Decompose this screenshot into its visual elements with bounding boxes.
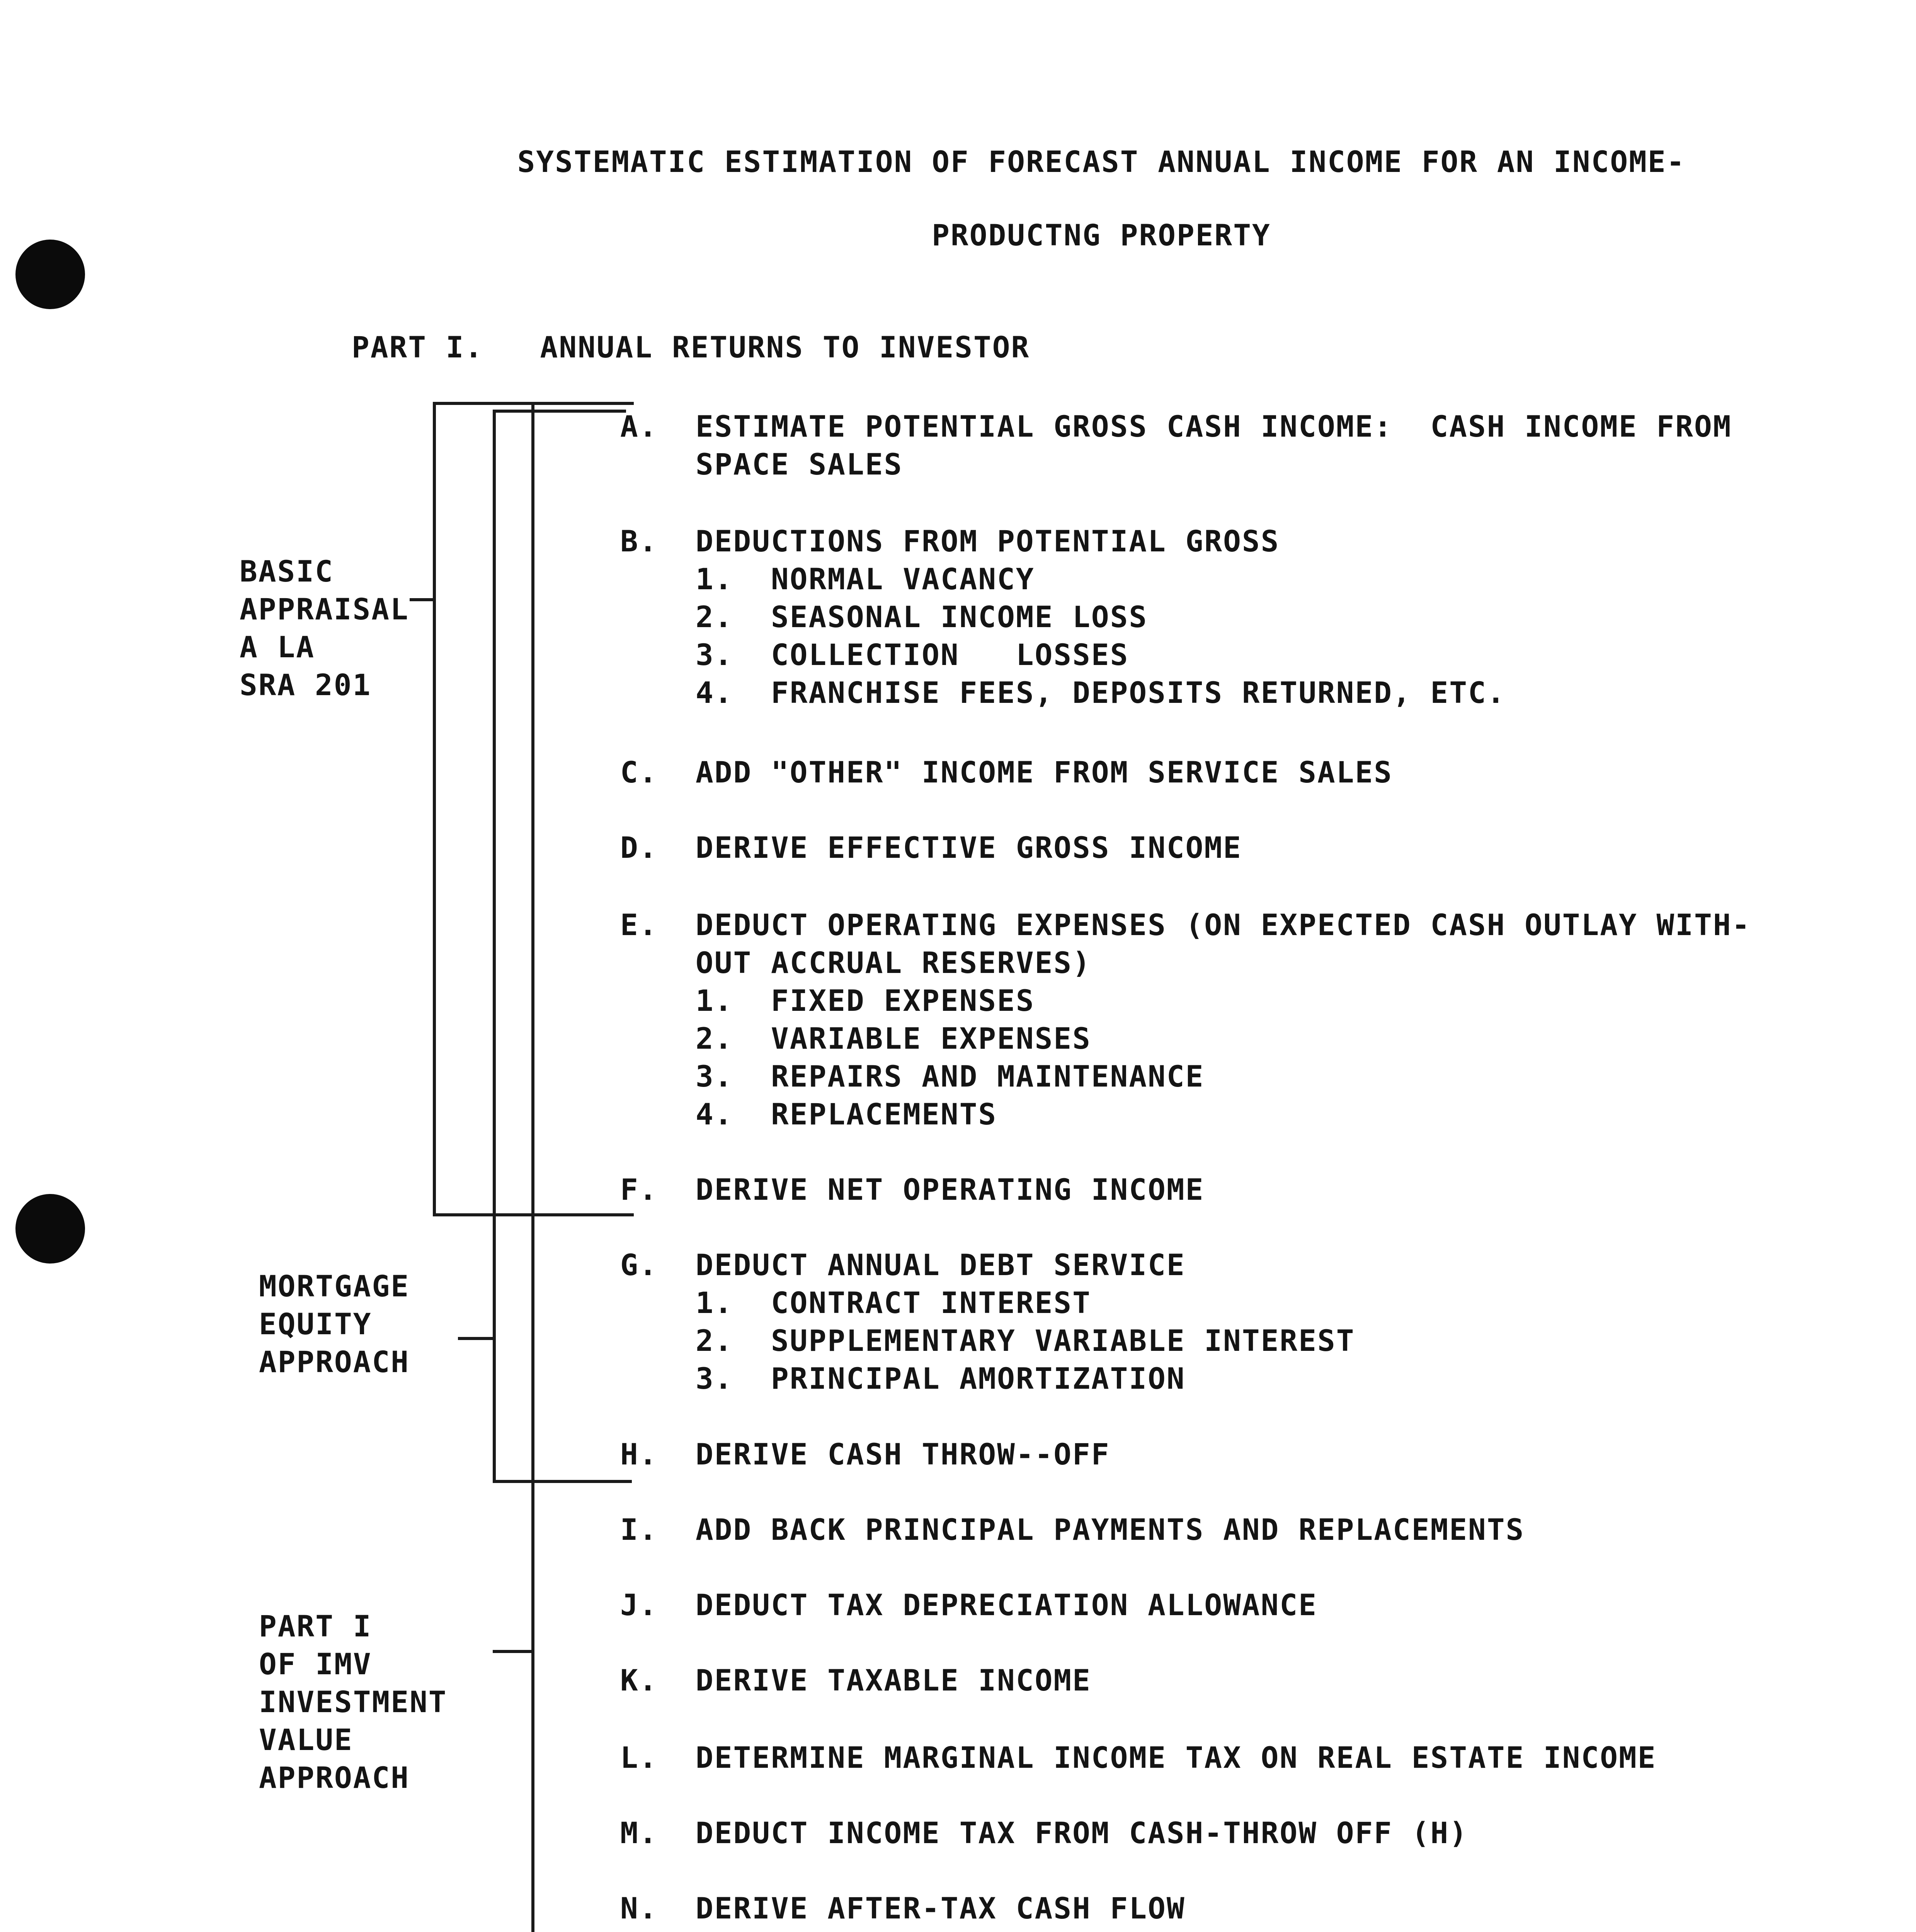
bracket-label-line: APPROACH	[259, 1760, 410, 1795]
step-line: 1. FIXED EXPENSES	[696, 983, 1035, 1018]
step-letter: C.	[620, 755, 658, 789]
bracket-label-line: APPRAISAL	[240, 592, 409, 626]
step-letter: F.	[620, 1172, 658, 1207]
bracket-label-line: APPROACH	[259, 1345, 410, 1379]
title-line-1: SYSTEMATIC ESTIMATION OF FORECAST ANNUAL INCOME FOR AN INCOME-	[517, 145, 1686, 179]
step-line: 1. CONTRACT INTEREST	[696, 1286, 1091, 1320]
step-letter: D.	[620, 830, 658, 865]
binder-hole-middle	[15, 1194, 85, 1264]
step-line: DETERMINE MARGINAL INCOME TAX ON REAL ESTATE INCOME	[696, 1740, 1657, 1775]
bracket-label-line: PART I	[259, 1609, 372, 1643]
step-letter: I.	[620, 1512, 658, 1547]
bracket-label-line: EQUITY	[259, 1307, 372, 1341]
bracket-label-line: MORTGAGE	[259, 1269, 410, 1303]
bracket-label-line: OF IMV	[259, 1647, 372, 1681]
step-letter: H.	[620, 1437, 658, 1471]
step-line: DERIVE EFFECTIVE GROSS INCOME	[696, 830, 1242, 865]
step-line: OUT ACCRUAL RESERVES)	[696, 946, 1091, 980]
step-line: 2. SUPPLEMENTARY VARIABLE INTEREST	[696, 1323, 1355, 1358]
step-line: DEDUCT OPERATING EXPENSES (ON EXPECTED CASH OUTLAY WITH-	[696, 908, 1751, 942]
bracket-label-line: INVESTMENT	[259, 1685, 448, 1719]
step-letter: A.	[620, 409, 658, 444]
step-line: 2. SEASONAL INCOME LOSS	[696, 600, 1148, 634]
step-line: DERIVE TAXABLE INCOME	[696, 1663, 1091, 1697]
step-line: 3. COLLECTION LOSSES	[696, 638, 1129, 672]
step-line: ESTIMATE POTENTIAL GROSS CASH INCOME: CASH INCOME FROM	[696, 409, 1732, 444]
step-line: DEDUCT TAX DEPRECIATION ALLOWANCE	[696, 1588, 1317, 1622]
bracket-label-line: SRA 201	[240, 668, 372, 702]
step-letter: G.	[620, 1248, 658, 1282]
step-letter: E.	[620, 908, 658, 942]
step-letter: L.	[620, 1740, 658, 1775]
part-1-heading: PART I. ANNUAL RETURNS TO INVESTOR	[352, 330, 1030, 364]
bracket-label-line: A LA	[240, 630, 315, 664]
step-line: SPACE SALES	[696, 447, 903, 481]
step-line: DERIVE AFTER-TAX CASH FLOW	[696, 1891, 1186, 1925]
step-letter: J.	[620, 1588, 658, 1622]
step-letter: M.	[620, 1816, 658, 1850]
step-line: DEDUCTIONS FROM POTENTIAL GROSS	[696, 524, 1280, 558]
step-line: 3. PRINCIPAL AMORTIZATION	[696, 1361, 1186, 1396]
title-line-2: PRODUCTNG PROPERTY	[932, 218, 1271, 252]
step-line: DEDUCT INCOME TAX FROM CASH-THROW OFF (H)	[696, 1816, 1468, 1850]
step-line: ADD "OTHER" INCOME FROM SERVICE SALES	[696, 755, 1393, 789]
step-line: 4. FRANCHISE FEES, DEPOSITS RETURNED, ETC.	[696, 675, 1506, 710]
step-line: DERIVE CASH THROW--OFF	[696, 1437, 1110, 1471]
step-line: 1. NORMAL VACANCY	[696, 562, 1035, 596]
bracket-label-line: BASIC	[240, 554, 334, 588]
step-line: 2. VARIABLE EXPENSES	[696, 1021, 1091, 1056]
step-line: DEDUCT ANNUAL DEBT SERVICE	[696, 1248, 1186, 1282]
step-letter: B.	[620, 524, 658, 558]
step-line: ADD BACK PRINCIPAL PAYMENTS AND REPLACEMENTS	[696, 1512, 1525, 1547]
step-line: 4. REPLACEMENTS	[696, 1097, 997, 1131]
step-letter: N.	[620, 1891, 658, 1925]
bracket-label-line: VALUE	[259, 1723, 353, 1757]
binder-hole-top	[15, 240, 85, 309]
step-letter: K.	[620, 1663, 658, 1697]
step-line: DERIVE NET OPERATING INCOME	[696, 1172, 1205, 1207]
step-line: 3. REPAIRS AND MAINTENANCE	[696, 1059, 1205, 1094]
